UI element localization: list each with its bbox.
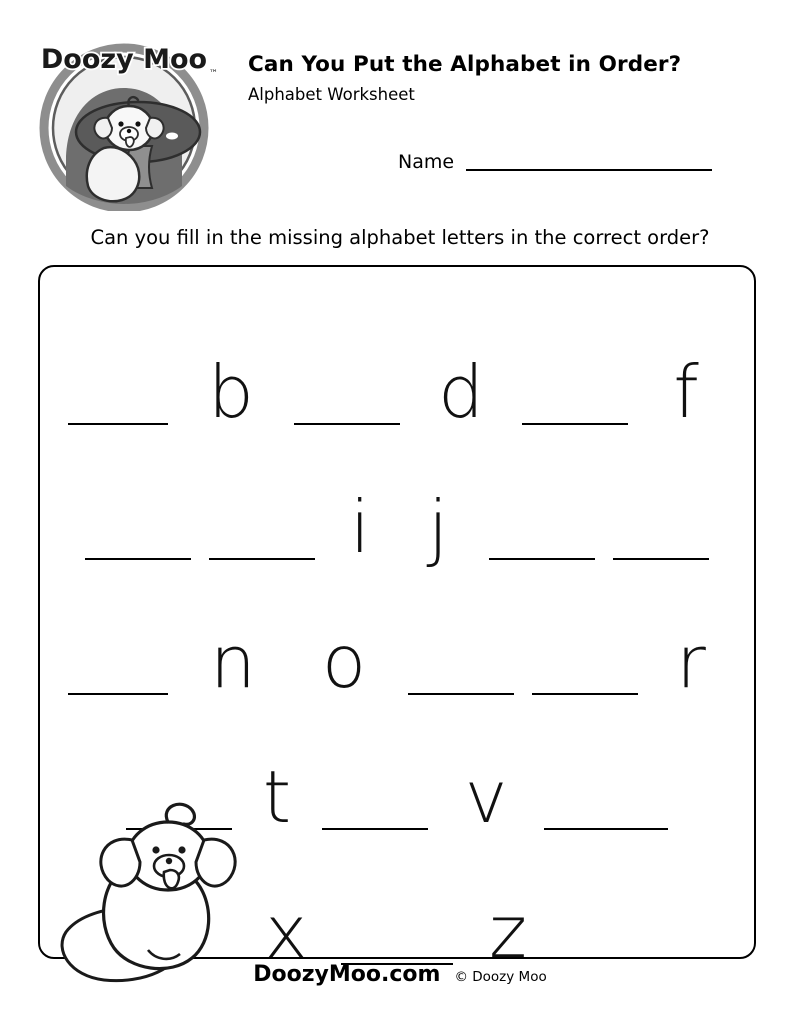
letter-glyph: f: [673, 349, 699, 434]
blank-line[interactable]: [85, 544, 191, 560]
worksheet-header: [0, 26, 800, 249]
name-label: Name: [398, 151, 455, 173]
blank-line[interactable]: [544, 814, 668, 830]
missing-letter-blank[interactable]: [76, 460, 200, 560]
blank-line[interactable]: [68, 409, 168, 425]
blank-line[interactable]: [613, 544, 709, 560]
letter-glyph: j: [427, 484, 448, 569]
missing-letter-blank[interactable]: [513, 325, 637, 425]
letter-glyph: r: [676, 619, 706, 704]
missing-letter-blank[interactable]: [59, 325, 177, 425]
letter-glyph: i: [349, 484, 370, 569]
alphabet-letter: [637, 325, 735, 434]
alphabet-letter: [324, 460, 396, 569]
alphabet-letter: [437, 730, 535, 839]
alphabet-letter: [289, 595, 399, 704]
name-field-row: [398, 151, 712, 175]
blank-line[interactable]: [489, 544, 595, 560]
letter-glyph: b: [208, 349, 254, 434]
alphabet-letter: [409, 325, 513, 434]
page-title: Can You Put the Alphabet in Order?: [248, 52, 682, 77]
blank-line[interactable]: [209, 544, 315, 560]
alphabet-letter: [396, 460, 480, 569]
blank-line[interactable]: [294, 409, 400, 425]
letter-glyph: o: [321, 619, 367, 704]
missing-letter-blank[interactable]: [59, 595, 177, 695]
missing-letter-blank[interactable]: [285, 325, 409, 425]
page-subtitle: Alphabet Worksheet: [248, 84, 415, 104]
missing-letter-blank[interactable]: [480, 460, 604, 560]
doozy-moo-logo: [26, 36, 222, 211]
blank-line[interactable]: [322, 814, 428, 830]
alphabet-row: [38, 315, 756, 434]
dog-illustration: [52, 800, 268, 986]
alphabet-letter: [647, 595, 735, 704]
alphabet-row: [38, 450, 756, 569]
alphabet-row: [38, 585, 756, 704]
name-input-line[interactable]: [466, 169, 712, 171]
letter-glyph: n: [210, 619, 256, 704]
missing-letter-blank[interactable]: [523, 595, 647, 695]
site-name[interactable]: DoozyMoo.com: [253, 962, 441, 987]
letter-glyph: z: [489, 889, 527, 974]
blank-line[interactable]: [408, 679, 514, 695]
title-block: [248, 52, 788, 104]
missing-letter-blank[interactable]: [604, 460, 718, 560]
svg-text:™: ™: [209, 69, 218, 79]
missing-letter-blank[interactable]: [535, 730, 677, 830]
letter-glyph: d: [438, 349, 484, 434]
letter-glyph: v: [464, 754, 508, 839]
instruction-text: Can you fill in the missing alphabet letters in the correct order?: [90, 226, 710, 249]
letter-glyph: t: [262, 754, 292, 839]
logo-wordmark: Doozy Moo: [40, 44, 208, 75]
blank-line[interactable]: [532, 679, 638, 695]
alphabet-letter: [462, 865, 554, 974]
blank-line[interactable]: [68, 679, 168, 695]
alphabet-letter: [177, 595, 289, 704]
missing-letter-blank[interactable]: [399, 595, 523, 695]
footer: [0, 962, 800, 987]
missing-letter-blank[interactable]: [332, 865, 462, 965]
alphabet-letter: [177, 325, 285, 434]
copyright-text: © Doozy Moo: [454, 969, 547, 985]
missing-letter-blank[interactable]: [313, 730, 437, 830]
blank-line[interactable]: [522, 409, 628, 425]
missing-letter-blank[interactable]: [200, 460, 324, 560]
letter-glyph: x: [264, 889, 308, 974]
